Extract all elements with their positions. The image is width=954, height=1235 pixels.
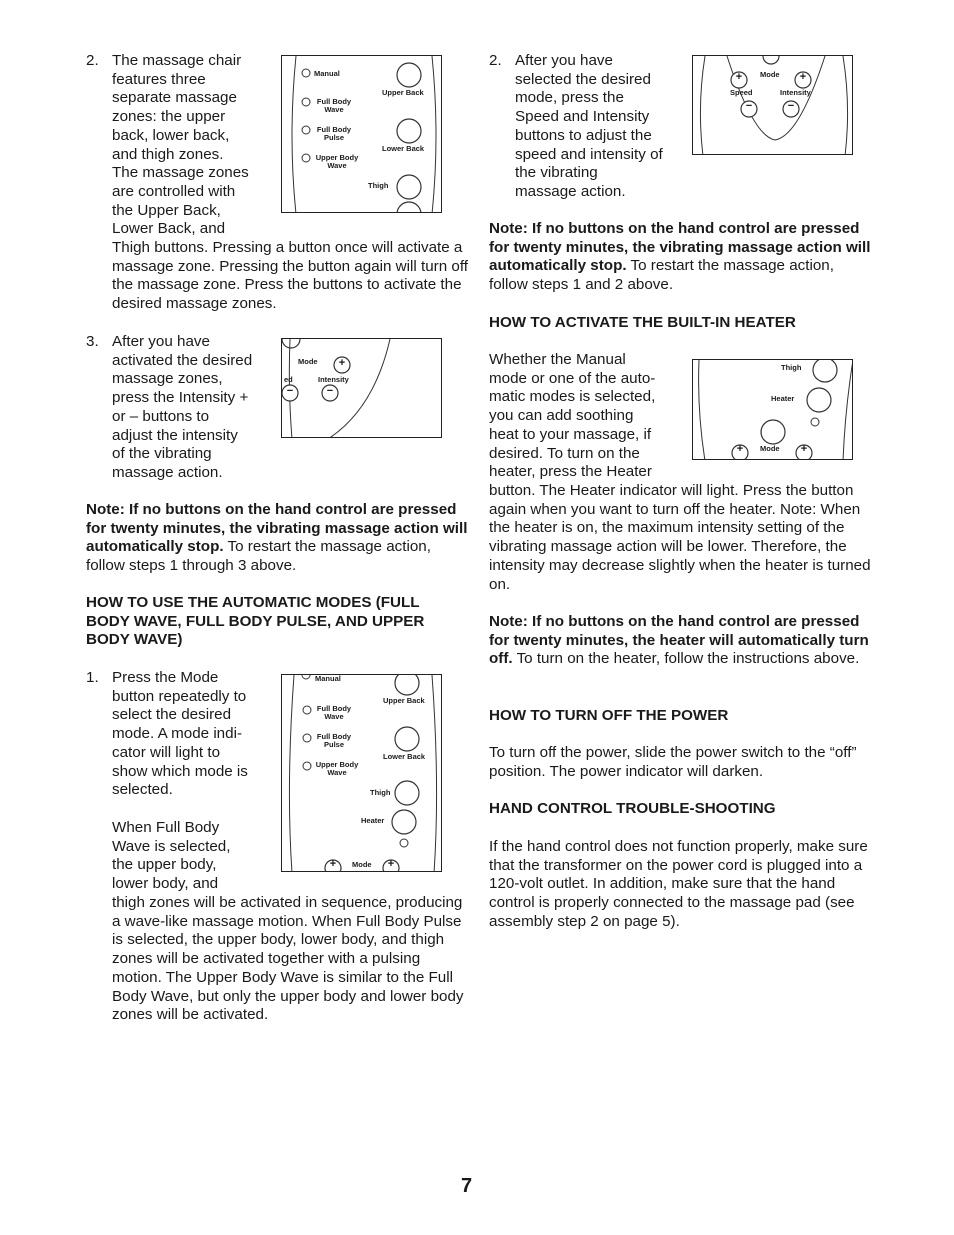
auto-step-1-text [112, 669, 277, 800]
full-body-pulse-indicator [302, 126, 310, 134]
note-bold: Note: If no buttons on the hand control are pressed for twenty minutes, the vibrating massage action will automatically stop. [489, 220, 871, 275]
text-line: adjust the intensity [112, 426, 238, 444]
text-line: you can add soothing [489, 407, 634, 425]
text-line: Speed and Intensity [515, 108, 650, 126]
thigh-label: Thigh [368, 181, 389, 190]
step-2-text-wrapped [112, 52, 272, 239]
text-line: The massage chair [112, 52, 242, 69]
auto-step-1-text-3: thigh zones will be activated in sequence, producing a wave-like massage motion. When Full Body Pulse is selected, the upper body, lower body, and thigh zones will be activated together with a pulsing motion. The Upper Body Wave is similar to the Full Body Wave, but only the upper body and lower body zones will be activated. [112, 894, 464, 1024]
text-line: massage action. [515, 182, 626, 200]
page-number: 7 [461, 1175, 473, 1197]
step-2-text: Thigh buttons. Pressing a button once will activate a massage zone. Pressing the button again will turn off the massage zone. Press the buttons to activate the desired massage zones. [112, 239, 468, 313]
hand-control-speed-figure [692, 55, 853, 155]
heading-troubleshooting: HAND CONTROL TROUBLE-SHOOTING [489, 800, 776, 817]
manual-indicator [302, 69, 310, 77]
plus-icon: + [800, 443, 808, 455]
text-line: heater, press the Heater [489, 463, 652, 481]
upper-back-button [397, 63, 421, 87]
plus-icon: + [736, 443, 744, 455]
hand-control-heater-figure [692, 359, 853, 460]
text-line: Whether the Manual [489, 351, 626, 368]
note-text: To turn on the heater, follow the instructions above. [512, 650, 860, 668]
note-2 [489, 220, 873, 295]
hand-control-outline [282, 56, 442, 213]
text-line: matic modes is selected, [489, 388, 656, 406]
text-line: are controlled with [112, 182, 236, 200]
full-body-wave-indicator [303, 706, 311, 714]
text-line: zones: the upper [112, 108, 226, 126]
full-body-pulse-label: Full Body Pulse [316, 125, 352, 142]
minus-icon: − [326, 385, 334, 397]
step-number: 3. [86, 333, 99, 350]
text-line: activated the desired [112, 351, 253, 369]
right-step-2-text [515, 52, 685, 202]
text-line: selected. [112, 781, 173, 799]
hand-control-intensity-figure [281, 338, 442, 438]
text-line: the vibrating [515, 164, 598, 182]
manual-label: Manual [315, 674, 341, 683]
mode-button [761, 420, 785, 444]
text-line: or – buttons to [112, 407, 210, 425]
text-line: heat to your massage, if [489, 425, 652, 443]
plus-icon: + [735, 71, 743, 83]
text-line: massage action. [112, 463, 223, 481]
heading-heater: HOW TO ACTIVATE THE BUILT-IN HEATER [489, 314, 796, 331]
full-body-pulse-label: Full Body Pulse [316, 732, 352, 749]
text-line: selected the desired [515, 70, 651, 88]
step-number: 1. [86, 669, 99, 686]
upper-body-wave-label: Upper Body Wave [315, 760, 359, 777]
speed-label: Speed [730, 88, 753, 97]
note-1 [86, 501, 470, 576]
note-3 [489, 613, 873, 669]
lower-back-button [397, 119, 421, 143]
upper-body-wave-indicator [302, 154, 310, 162]
mode-label: Mode [298, 357, 318, 366]
manual-label: Manual [314, 69, 340, 78]
text-line: back, lower back, [112, 126, 230, 144]
intensity-label: Intensity [780, 88, 811, 97]
text-line: show which mode is [112, 762, 248, 780]
lower-back-button [395, 727, 419, 751]
heading-automatic-modes: HOW TO USE THE AUTOMATIC MODES (FULL BODY WAVE, FULL BODY PULSE, AND UPPER BODY WAVE) [86, 594, 425, 649]
auto-step-1-text-2 [112, 819, 277, 894]
full-body-wave-label: Full Body Wave [316, 97, 352, 114]
plus-icon: + [329, 858, 337, 870]
mode-label: Mode [760, 444, 780, 453]
heater-label: Heater [361, 816, 385, 825]
lower-back-label: Lower Back [382, 144, 425, 153]
text-line: When Full Body [112, 819, 220, 836]
heater-indicator [400, 839, 408, 847]
minus-icon: − [745, 100, 753, 112]
text-line: Press the Mode [112, 669, 219, 686]
text-line: and thigh zones. [112, 145, 224, 163]
text-line: cator will light to [112, 743, 221, 761]
text-line: mode. A mode indi- [112, 725, 243, 743]
minus-icon: − [787, 100, 795, 112]
hand-control-full-figure [281, 674, 442, 872]
text-line: the upper body, [112, 856, 217, 874]
step-number: 2. [489, 52, 502, 69]
hand-control-outline [282, 339, 442, 438]
text-line: button repeatedly to [112, 687, 247, 705]
note-bold: Note: If no buttons on the hand control are pressed for twenty minutes, the vibrating massage action will automatically stop. [86, 501, 468, 556]
text-line: of the vibrating [112, 445, 212, 463]
thigh-button [397, 175, 421, 199]
upper-back-label: Upper Back [382, 88, 424, 97]
text-line: the Upper Back, [112, 201, 221, 219]
text-line: press the Intensity + [112, 389, 249, 407]
upper-body-wave-indicator [303, 762, 311, 770]
upper-back-button [395, 675, 419, 695]
text-line: desired. To turn on the [489, 444, 640, 462]
text-line: The massage zones [112, 164, 249, 182]
text-line: lower body, and [112, 875, 219, 893]
upper-body-wave-label: Upper Body Wave [315, 153, 359, 170]
heater-text: button. The Heater indicator will light. Press the button again when you want to turn off the heater. Note: When the heater is on, the maximum intensity setting of the vibrating massage action will be lower. Therefore, the intensity may decrease slightly when the heater is turned on. [489, 482, 871, 593]
note-text: To restart the massage action, follow steps 1 and 2 above. [489, 257, 834, 294]
text-line: select the desired [112, 706, 232, 724]
full-body-wave-indicator [302, 98, 310, 106]
intensity-label: Intensity [318, 375, 349, 384]
text-line: After you have [515, 52, 613, 69]
mode-label: Mode [352, 860, 372, 869]
text-line: buttons to adjust the [515, 126, 652, 144]
heater-text-wrapped [489, 351, 684, 482]
note-text: To restart the massage action, follow steps 1 through 3 above. [86, 538, 431, 575]
text-line: Wave is selected, [112, 837, 231, 855]
heater-indicator [811, 418, 819, 426]
speed-label-partial: ed [284, 375, 293, 384]
thigh-button [813, 360, 837, 382]
thigh-button [395, 781, 419, 805]
text-line: mode or one of the auto- [489, 369, 656, 387]
thigh-label: Thigh [370, 788, 391, 797]
lower-back-label: Lower Back [383, 752, 426, 761]
step-3-text [112, 333, 277, 483]
text-line: mode, press the [515, 89, 624, 107]
heater-button [392, 810, 416, 834]
heater-button [807, 388, 831, 412]
plus-icon: + [799, 71, 807, 83]
text-line: massage zones, [112, 370, 223, 388]
hand-control-zones-figure [281, 55, 442, 213]
troubleshooting-text: If the hand control does not function properly, make sure that the transformer on the power cord is plugged into a 120-volt outlet. In addition, make sure that the hand control is properly connected to the massage pad (see assembly step 2 on page 5). [489, 838, 868, 930]
heading-power: HOW TO TURN OFF THE POWER [489, 707, 729, 724]
plus-icon: + [338, 357, 346, 369]
note-bold: Note: If no buttons on the hand control are pressed for twenty minutes, the heater will automatically turn off. [489, 613, 869, 668]
mode-label: Mode [760, 70, 780, 79]
heater-label: Heater [771, 394, 795, 403]
step-number: 2. [86, 52, 99, 69]
power-text: To turn off the power, slide the power switch to the “off” position. The power indicator will darken. [489, 744, 857, 780]
upper-back-label: Upper Back [383, 696, 425, 705]
minus-icon: − [286, 385, 294, 397]
text-line: After you have [112, 333, 210, 350]
full-body-wave-label: Full Body Wave [316, 704, 352, 721]
full-body-pulse-indicator [303, 734, 311, 742]
text-line: separate massage [112, 89, 237, 107]
text-line: Lower Back, and [112, 220, 226, 238]
thigh-label: Thigh [781, 363, 802, 372]
text-line: features three [112, 70, 206, 88]
text-line: speed and intensity of [515, 145, 663, 163]
plus-icon: + [387, 858, 395, 870]
